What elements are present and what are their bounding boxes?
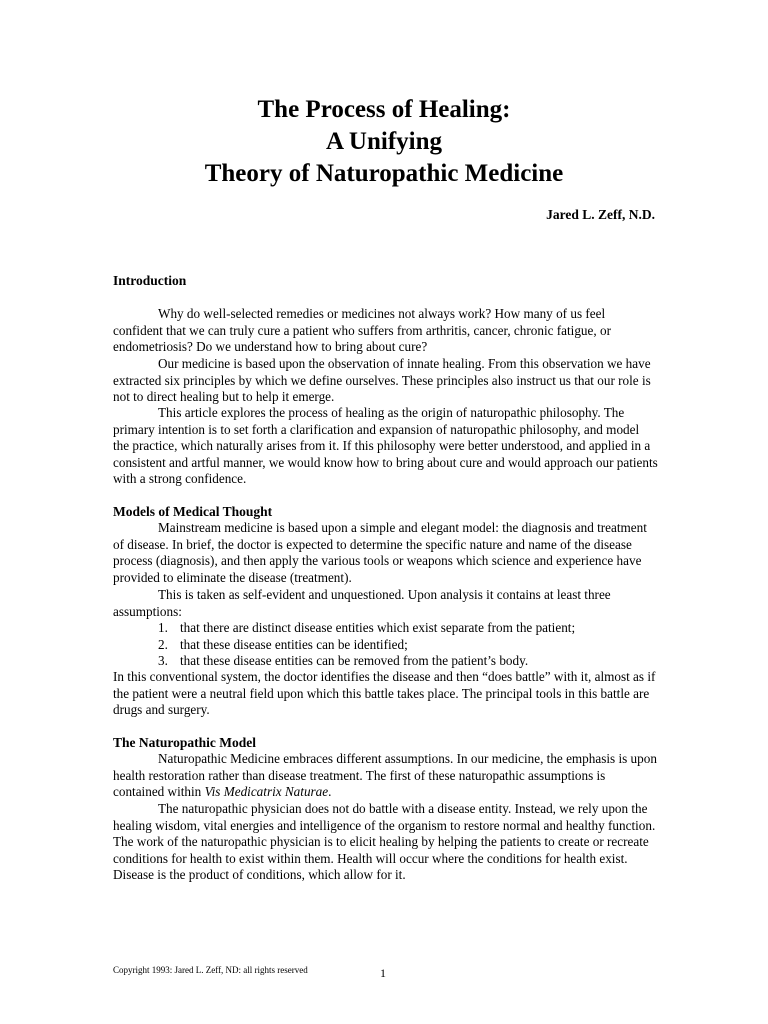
models-paragraph-2: This is taken as self-evident and unquestioned. Upon analysis it contains at least three assumptions: [113,587,611,619]
list-item-text: that these disease entities can be removed from the patient’s body. [180,653,529,668]
list-item-number: 3. [158,653,168,668]
naturopathic-paragraph-1 [113,751,658,801]
models-paragraph-3: In this conventional system, the doctor identifies the disease and then “does battle” with it, almost as if the patient were a neutral field upon which this battle takes place. The principal tools in this battle are drugs and surgery. [113,669,656,717]
intro-paragraph-1: Why do well-selected remedies or medicines not always work? How many of us feel confident that we can truly cure a patient who suffers from arthritis, cancer, chronic fatigue, or endometriosis? Do we understand how to bring about cure? [113,306,611,354]
title-line-3: Theory of Naturopathic Medicine [204,160,564,187]
section-heading-naturopathic-model: The Naturopathic Model [113,735,257,750]
copyright-notice: Copyright 1993: Jared L. Zeff, ND: all rights reserved [113,965,308,975]
section-heading-introduction: Introduction [113,273,187,288]
naturopathic-paragraph-2: The naturopathic physician does not do battle with a disease entity. Instead, we rely upon the healing wisdom, vital energies and intelligence of the organism to restore normal and healthy function. The work of the naturopathic physician is to elicit healing by helping the patients to create or recreate conditions for health to exist within them. Health will occur where the conditions for health exist. Disease is the product of conditions, which allow for it. [113,801,656,882]
section-heading-models: Models of Medical Thought [113,504,273,519]
models-paragraph-1: Mainstream medicine is based upon a simple and elegant model: the diagnosis and treatment of disease. In brief, the doctor is expected to determine the specific nature and name of the disease process (diagnosis), and then apply the various tools or weapons which science and experience have provided to eliminate the disease (treatment). [113,520,647,585]
title-line-2: A Unifying [325,128,442,155]
author-name: Jared L. Zeff, N.D. [546,207,655,222]
intro-paragraph-2: Our medicine is based upon the observation of innate healing. From this observation we have extracted six principles by which we define ourselves. These principles also instruct us that our role is not to direct healing but to help it emerge. [113,356,651,404]
list-item-number: 2. [158,636,168,652]
list-item-text: that these disease entities can be identified; [180,636,408,652]
page-number: 1 [380,966,386,980]
vis-medicatrix-naturae-italic: Vis Medicatrix Naturae [204,784,329,799]
assumptions-list [113,620,658,670]
list-item-text: that there are distinct disease entities which exist separate from the patient; [180,620,576,635]
naturopathic-p1-text: Naturopathic Medicine embraces different assumptions. In our medicine, the emphasis is upon health restoration rather than disease treatment. The first of these naturopathic assumptions is contained within [113,751,657,799]
document-title [0,94,768,190]
list-item [113,637,658,654]
naturopathic-p1-end: . [328,784,332,799]
intro-paragraph-3: This article explores the process of healing as the origin of naturopathic philosophy. The primary intention is to set forth a clarification and expansion of naturopathic philosophy, and model the practice, which naturally arises from it. If this philosophy were better understood, and applied in a consistent and artful manner, we would know how to bring about cure and would approach our patients with a strong confidence. [113,405,658,486]
list-item-number: 1. [158,620,168,635]
list-item [113,653,658,670]
list-item [113,620,658,637]
title-line-1: The Process of Healing: [257,96,511,123]
